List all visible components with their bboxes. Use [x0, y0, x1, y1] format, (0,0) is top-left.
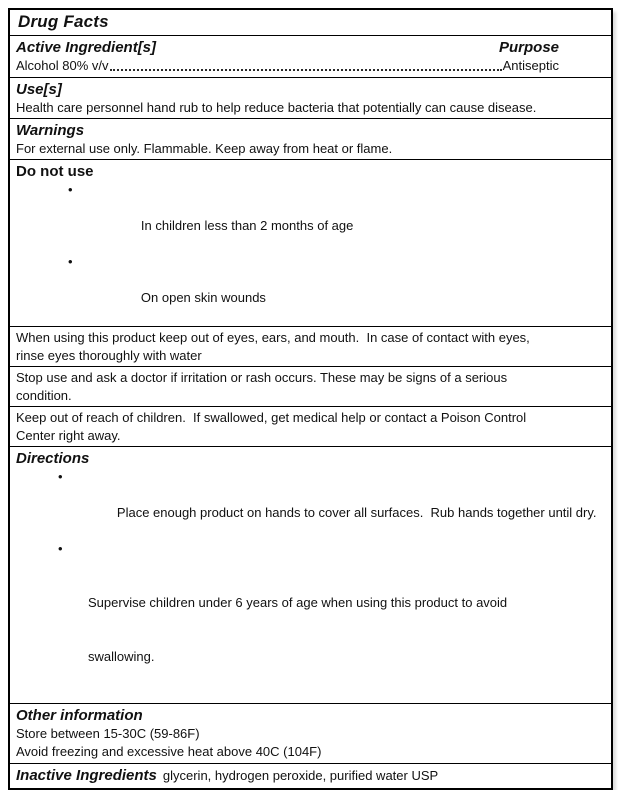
section-inactive-ingredients: [10, 763, 611, 788]
do-not-use-heading: Do not use: [16, 163, 94, 180]
bullet-icon: •: [68, 182, 73, 197]
inactive-ingredients-heading: Inactive Ingredients: [16, 767, 157, 784]
dot-leader: [110, 69, 502, 71]
list-item: [16, 253, 605, 325]
stop-use-text-line: Stop use and ask a doctor if irritation or rash occurs. These may be signs of a serious: [16, 370, 508, 385]
warnings-heading: Warnings: [16, 122, 85, 139]
active-ingredients-heading: Active Ingredient[s]: [16, 39, 157, 56]
bullet-icon: •: [58, 541, 63, 556]
keep-out-text-line: Keep out of reach of children. If swallowed, get medical help or contact a Poison Control: [16, 410, 527, 425]
section-do-not-use: [10, 159, 611, 326]
directions-item-text-line: swallowing.: [88, 649, 155, 664]
section-active-ingredients: [10, 35, 611, 77]
section-title: [10, 10, 611, 35]
other-information-line: Store between 15-30C (59-86F): [16, 726, 200, 741]
section-uses: [10, 77, 611, 118]
do-not-use-item-text: In children less than 2 months of age: [140, 218, 354, 233]
purpose-heading: Purpose: [498, 39, 559, 56]
active-ingredients-header-line: [16, 38, 605, 57]
list-item: [16, 468, 605, 540]
uses-text: Health care personnel hand rub to help reduce bacteria that potentially can cause disease.: [16, 100, 537, 115]
section-keep-out-of-reach: [10, 406, 611, 446]
section-stop-use: [10, 366, 611, 406]
panel-title: Drug Facts: [18, 12, 109, 31]
directions-item-text-line: Supervise children under 6 years of age when using this product to avoid: [88, 595, 508, 610]
bullet-icon: •: [58, 469, 63, 484]
list-item: [16, 540, 605, 702]
do-not-use-item-text: On open skin wounds: [140, 290, 266, 305]
warnings-text: For external use only. Flammable. Keep away from heat or flame.: [16, 141, 393, 156]
directions-heading: Directions: [16, 450, 90, 467]
section-warnings: [10, 118, 611, 159]
when-using-text-line: rinse eyes thoroughly with water: [16, 348, 202, 363]
section-other-information: [10, 703, 611, 763]
stop-use-text-line: condition.: [16, 388, 72, 403]
uses-heading: Use[s]: [16, 81, 62, 98]
drug-facts-panel: [8, 8, 613, 790]
list-item: [16, 181, 605, 253]
ingredient-name: Alcohol 80% v/v: [16, 58, 109, 73]
section-when-using: [10, 326, 611, 366]
section-directions: [10, 446, 611, 703]
other-information-heading: Other information: [16, 707, 143, 724]
inactive-ingredients-text: glycerin, hydrogen peroxide, purified water USP: [162, 768, 439, 783]
other-information-line: Avoid freezing and excessive heat above 40C (104F): [16, 744, 322, 759]
keep-out-text-line: Center right away.: [16, 428, 121, 443]
ingredient-line: [16, 57, 605, 75]
directions-item-text: Place enough product on hands to cover all surfaces. Rub hands together until dry.: [116, 505, 597, 520]
bullet-icon: •: [68, 254, 73, 269]
when-using-text-line: When using this product keep out of eyes, ears, and mouth. In case of contact with eyes,: [16, 330, 530, 345]
ingredient-purpose: Antiseptic: [502, 58, 559, 73]
